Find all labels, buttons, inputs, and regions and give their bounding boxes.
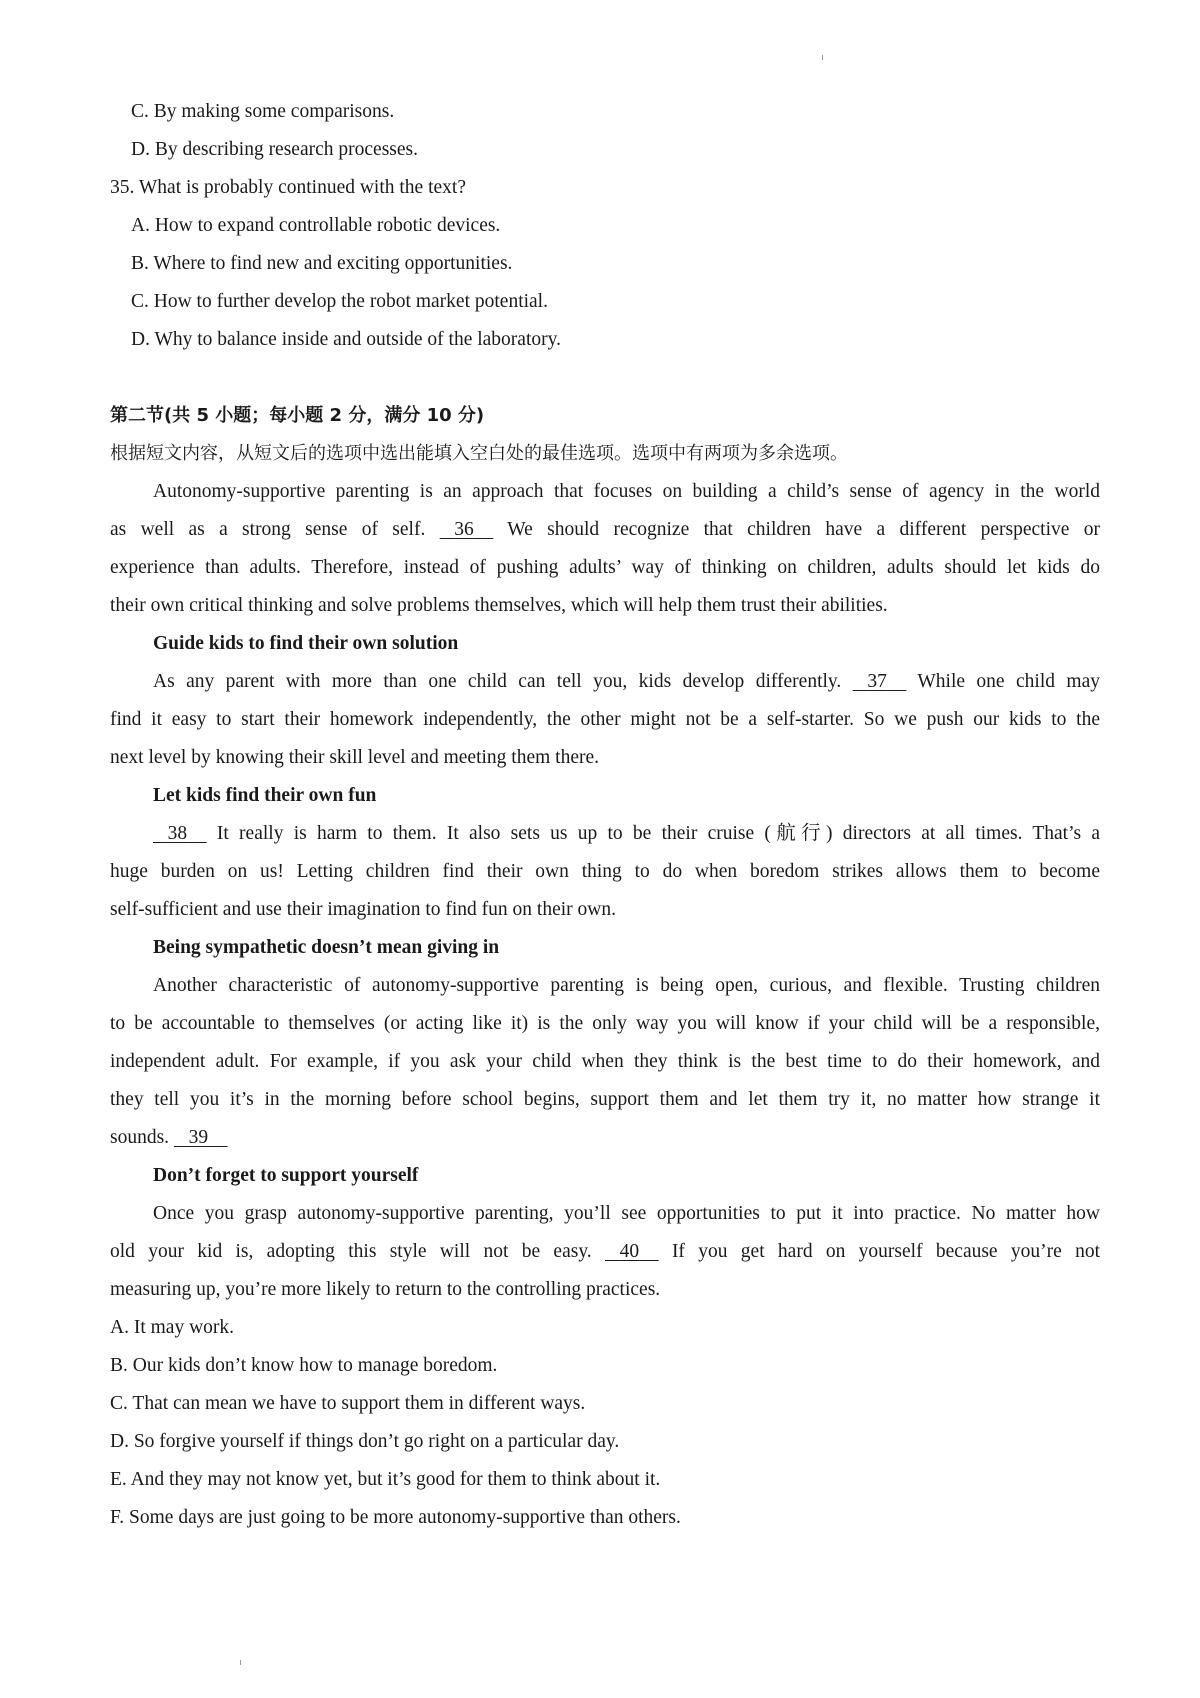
q35-option-c: C. How to further develop the robot market potential.	[131, 291, 548, 312]
option-f: F. Some days are just going to be more autonomy-supportive than others.	[110, 1507, 681, 1528]
p4-line5	[110, 1119, 1100, 1157]
p1-line2-end: We should recognize that children have a different perspective or	[507, 519, 1100, 540]
p5-line2-end: If you get hard on yourself because you’re not	[671, 1241, 1101, 1262]
q34-option-d: D. By describing research processes.	[131, 139, 418, 160]
p3-line2: huge burden on us! Letting children find their own thing to do when boredom strikes allows them to become	[110, 861, 1100, 882]
p5-line2-start: old your kid is, adopting this style will not be easy.	[110, 1241, 592, 1262]
p4-line4: they tell you it’s in the morning before school begins, support them and let them try it, no matter how strange it	[110, 1089, 1100, 1110]
section2-title: 第二节(共 5 小题；每小题 2 分，满分 10 分)	[110, 405, 485, 426]
p1-line4: their own critical thinking and solve problems themselves, which will help them trust their abilities.	[110, 595, 888, 616]
p4-line5-start: sounds.	[110, 1127, 170, 1148]
p2-line2: find it easy to start their homework independently, the other might not be a self-starter. So we push our kids to the	[110, 709, 1100, 730]
p2-line3: next level by knowing their skill level and meeting them there.	[110, 747, 599, 768]
p5-line3: measuring up, you’re more likely to return to the controlling practices.	[110, 1279, 661, 1300]
scan-mark-bottom	[240, 1660, 241, 1665]
heading-let-kids: Let kids find their own fun	[153, 785, 377, 806]
p1-line3: experience than adults. Therefore, instead of pushing adults’ way of thinking on children, adults should let kids do	[110, 557, 1100, 578]
p4-line3: independent adult. For example, if you ask your child when they think is the best time to do their homework, and	[110, 1051, 1100, 1072]
q35-option-d: D. Why to balance inside and outside of the laboratory.	[131, 329, 561, 350]
option-a: A. It may work.	[110, 1317, 235, 1338]
q35-option-a: A. How to expand controllable robotic devices.	[131, 215, 501, 236]
p3-line3: self-sufficient and use their imagination to find fun on their own.	[110, 899, 616, 920]
p4-line1: Another characteristic of autonomy-supportive parenting is being open, curious, and flexible. Trusting children	[153, 975, 1100, 996]
blank-36[interactable]: 36	[454, 519, 474, 540]
p2-line1-start: As any parent with more than one child can tell you, kids develop differently.	[153, 671, 842, 692]
blank-40[interactable]: 40	[619, 1241, 640, 1262]
p1-line2-start: as well as a strong sense of self.	[110, 519, 426, 540]
p4-line2: to be accountable to themselves (or acting like it) is the only way you will know if your child will be a responsible,	[110, 1013, 1100, 1034]
option-b: B. Our kids don’t know how to manage boredom.	[110, 1355, 498, 1376]
heading-being-sympathetic: Being sympathetic doesn’t mean giving in	[153, 937, 500, 958]
heading-support-yourself: Don’t forget to support yourself	[153, 1165, 419, 1186]
scan-mark	[822, 55, 823, 60]
blank-39[interactable]: 39	[188, 1127, 209, 1148]
p5-line2	[110, 1233, 1100, 1271]
option-e: E. And they may not know yet, but it’s good for them to think about it.	[110, 1469, 661, 1490]
p3-line1	[153, 815, 1100, 853]
p2-line1	[153, 663, 1100, 701]
q34-option-c: C. By making some comparisons.	[131, 101, 395, 122]
option-c: C. That can mean we have to support them in different ways.	[110, 1393, 586, 1414]
p5-line1: Once you grasp autonomy-supportive parenting, you’ll see opportunities to put it into practice. No matter how	[153, 1203, 1100, 1224]
p1-line2	[110, 511, 1100, 549]
blank-38[interactable]: 38	[167, 823, 188, 844]
q35-option-b: B. Where to find new and exciting opportunities.	[131, 253, 513, 274]
p3-line1-end: It really is harm to them. It also sets us up to be their cruise (航行) directors at all times. That’s a	[216, 823, 1101, 844]
option-d: D. So forgive yourself if things don’t go right on a particular day.	[110, 1431, 620, 1452]
section2-instructions: 根据短文内容，从短文后的选项中选出能填入空白处的最佳选项。选项中有两项为多余选项。	[110, 443, 848, 464]
blank-37[interactable]: 37	[867, 671, 887, 692]
p1-line1: Autonomy-supportive parenting is an approach that focuses on building a child’s sense of agency in the world	[153, 481, 1100, 502]
q35-question: 35. What is probably continued with the text?	[110, 177, 466, 198]
heading-guide-kids: Guide kids to find their own solution	[153, 633, 459, 654]
p2-line1-end: While one child may	[917, 671, 1100, 692]
